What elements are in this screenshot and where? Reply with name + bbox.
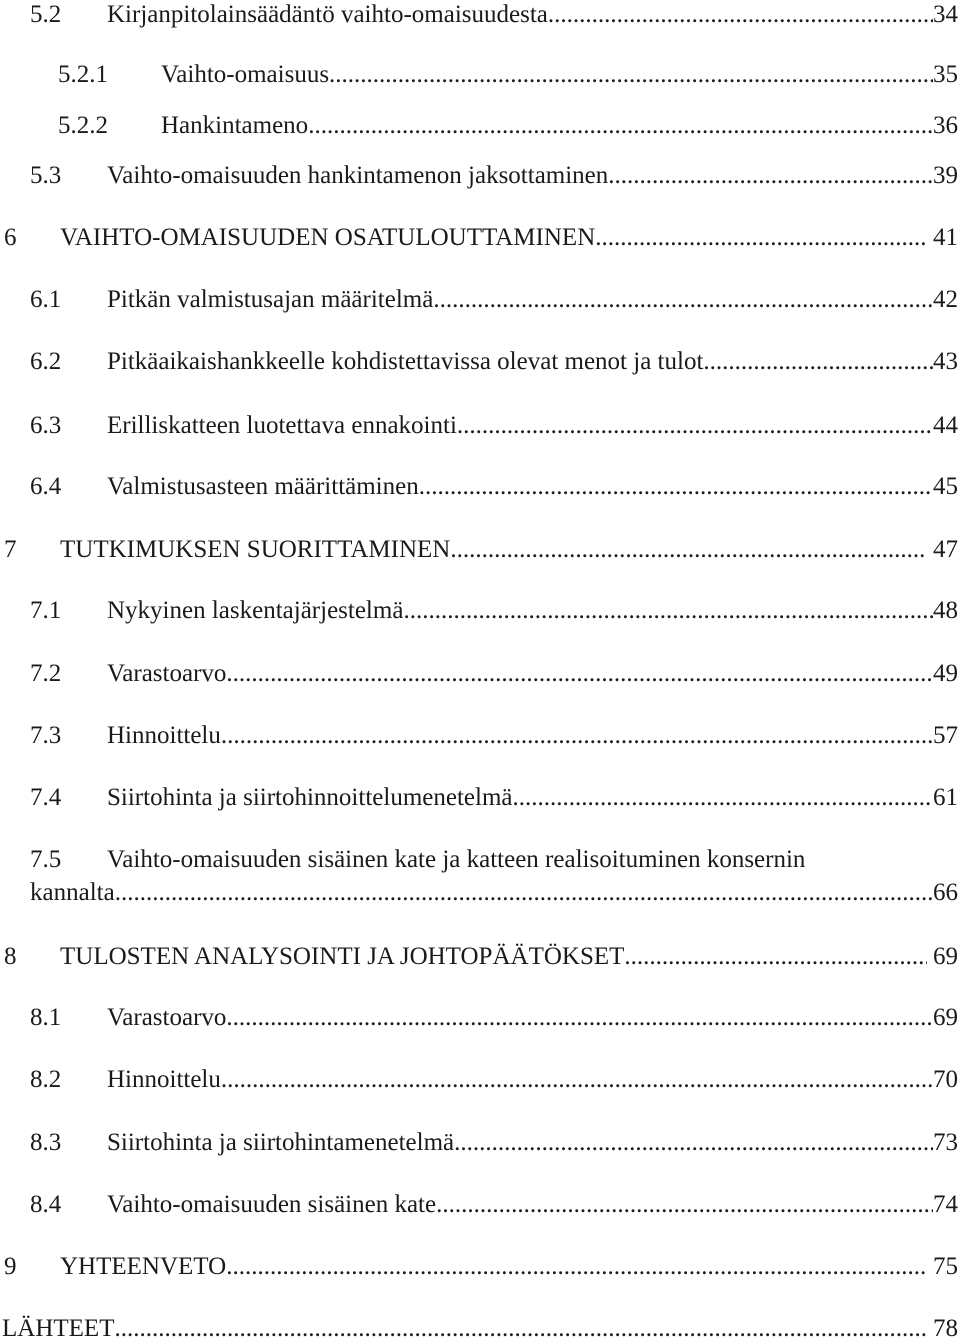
toc-leader-dots — [450, 535, 927, 565]
toc-title: Vaihto-omaisuuden sisäinen kate ja katteen realisoituminen konsernin — [107, 846, 806, 873]
toc-page-number: 74 — [933, 1191, 958, 1218]
toc-page-number: 48 — [933, 597, 958, 624]
toc-page-number: 57 — [933, 722, 958, 749]
toc-title: Vaihto-omaisuus — [161, 61, 330, 88]
toc-leader-dots — [548, 0, 933, 30]
toc-page-number: 43 — [933, 348, 958, 375]
toc-title: Hinnoittelu — [107, 722, 221, 749]
toc-number: 8 — [4, 943, 17, 970]
toc-number: 5.2 — [30, 1, 62, 28]
toc-title: Pitkäaikaishankkeelle kohdistettavissa olevat menot ja tulot — [107, 348, 704, 375]
toc-leader-dots — [226, 1003, 933, 1033]
toc-title: Valmistusasteen määrittäminen — [107, 473, 419, 500]
toc-number: 7.1 — [30, 597, 62, 624]
toc-leader-dots — [703, 347, 933, 377]
toc-number: 7.3 — [30, 722, 62, 749]
toc-page-number: 34 — [933, 1, 958, 28]
toc-number: 7.2 — [30, 660, 62, 687]
toc-page-number: 49 — [933, 660, 958, 687]
toc-leader-dots — [595, 223, 927, 253]
toc-number: 7 — [4, 536, 17, 563]
toc-leader-dots — [457, 411, 933, 441]
toc-title: Vaihto-omaisuuden hankintamenon jaksottaminen — [107, 162, 609, 189]
toc-leader-dots — [454, 1128, 933, 1158]
toc-leader-dots — [624, 942, 927, 972]
toc-title: Pitkän valmistusajan määritelmä — [107, 286, 434, 313]
toc-leader-dots — [221, 1065, 933, 1095]
toc-number: 6 — [4, 224, 17, 251]
toc-page-number: 69 — [933, 1004, 958, 1031]
toc-title: Varastoarvo — [107, 660, 227, 687]
toc-leader-dots — [329, 60, 933, 90]
toc-page-number: 61 — [933, 784, 958, 811]
toc-leader-dots — [419, 472, 933, 502]
toc-title-continuation: kannalta — [30, 879, 115, 906]
toc-title: Hinnoittelu — [107, 1066, 221, 1093]
toc-title: Nykyinen laskentajärjestelmä — [107, 597, 404, 624]
toc-number: 8.2 — [30, 1066, 62, 1093]
toc-page-number: 36 — [933, 112, 958, 139]
toc-title: Erilliskatteen luotettava ennakointi — [107, 412, 457, 439]
toc-leader-dots — [226, 659, 933, 689]
toc-title: Vaihto-omaisuuden sisäinen kate — [107, 1191, 437, 1218]
toc-page-number: 69 — [933, 943, 958, 970]
toc-number: 5.3 — [30, 162, 62, 189]
toc-leader-dots — [403, 596, 933, 626]
toc-page-number: 78 — [933, 1315, 958, 1342]
toc-title: Siirtohinta ja siirtohintamenetelmä — [107, 1129, 455, 1156]
toc-title: Varastoarvo — [107, 1004, 227, 1031]
toc-leader-dots — [115, 878, 933, 908]
toc-page-number: 42 — [933, 286, 958, 313]
toc-title: Kirjanpitolainsäädäntö vaihto-omaisuudesta — [107, 1, 548, 28]
toc-leader-dots — [608, 161, 933, 191]
toc-leader-dots — [308, 111, 933, 141]
toc-number: 8.4 — [30, 1191, 62, 1218]
toc-page-number: 45 — [933, 473, 958, 500]
toc-title: VAIHTO-OMAISUUDEN OSATULOUTTAMINEN — [60, 224, 596, 251]
toc-number: 8.3 — [30, 1129, 62, 1156]
toc-leader-dots — [221, 721, 933, 751]
toc-title: YHTEENVETO — [60, 1253, 227, 1280]
toc-page-number: 35 — [933, 61, 958, 88]
toc-page-number: 75 — [933, 1253, 958, 1280]
toc-leader-dots — [433, 285, 933, 315]
toc-page-number: 66 — [933, 879, 958, 906]
toc-number: 6.2 — [30, 348, 62, 375]
toc-number: 7.5 — [30, 846, 62, 873]
toc-title: Hankintameno — [161, 112, 309, 139]
toc-number: 9 — [4, 1253, 17, 1280]
toc-title: TULOSTEN ANALYSOINTI JA JOHTOPÄÄTÖKSET — [60, 943, 625, 970]
toc-page-number: 70 — [933, 1066, 958, 1093]
toc-page-number: 47 — [933, 536, 958, 563]
toc-number: 8.1 — [30, 1004, 62, 1031]
toc-leader-dots — [436, 1190, 933, 1220]
toc-title: TUTKIMUKSEN SUORITTAMINEN — [60, 536, 451, 563]
toc-number: 5.2.2 — [58, 112, 108, 139]
toc-page-number: 41 — [933, 224, 958, 251]
toc-number: 6.4 — [30, 473, 62, 500]
toc-title: Siirtohinta ja siirtohinnoittelumenetelmä — [107, 784, 513, 811]
toc-number: 5.2.1 — [58, 61, 108, 88]
toc-number: 7.4 — [30, 784, 62, 811]
toc-leader-dots — [512, 783, 933, 813]
toc-title: LÄHTEET — [2, 1315, 115, 1342]
toc-number: 6.1 — [30, 286, 62, 313]
toc-page-number: 39 — [933, 162, 958, 189]
toc-page-number: 44 — [933, 412, 958, 439]
toc-number: 6.3 — [30, 412, 62, 439]
toc-page-number: 73 — [933, 1129, 958, 1156]
toc-leader-dots — [226, 1252, 927, 1282]
